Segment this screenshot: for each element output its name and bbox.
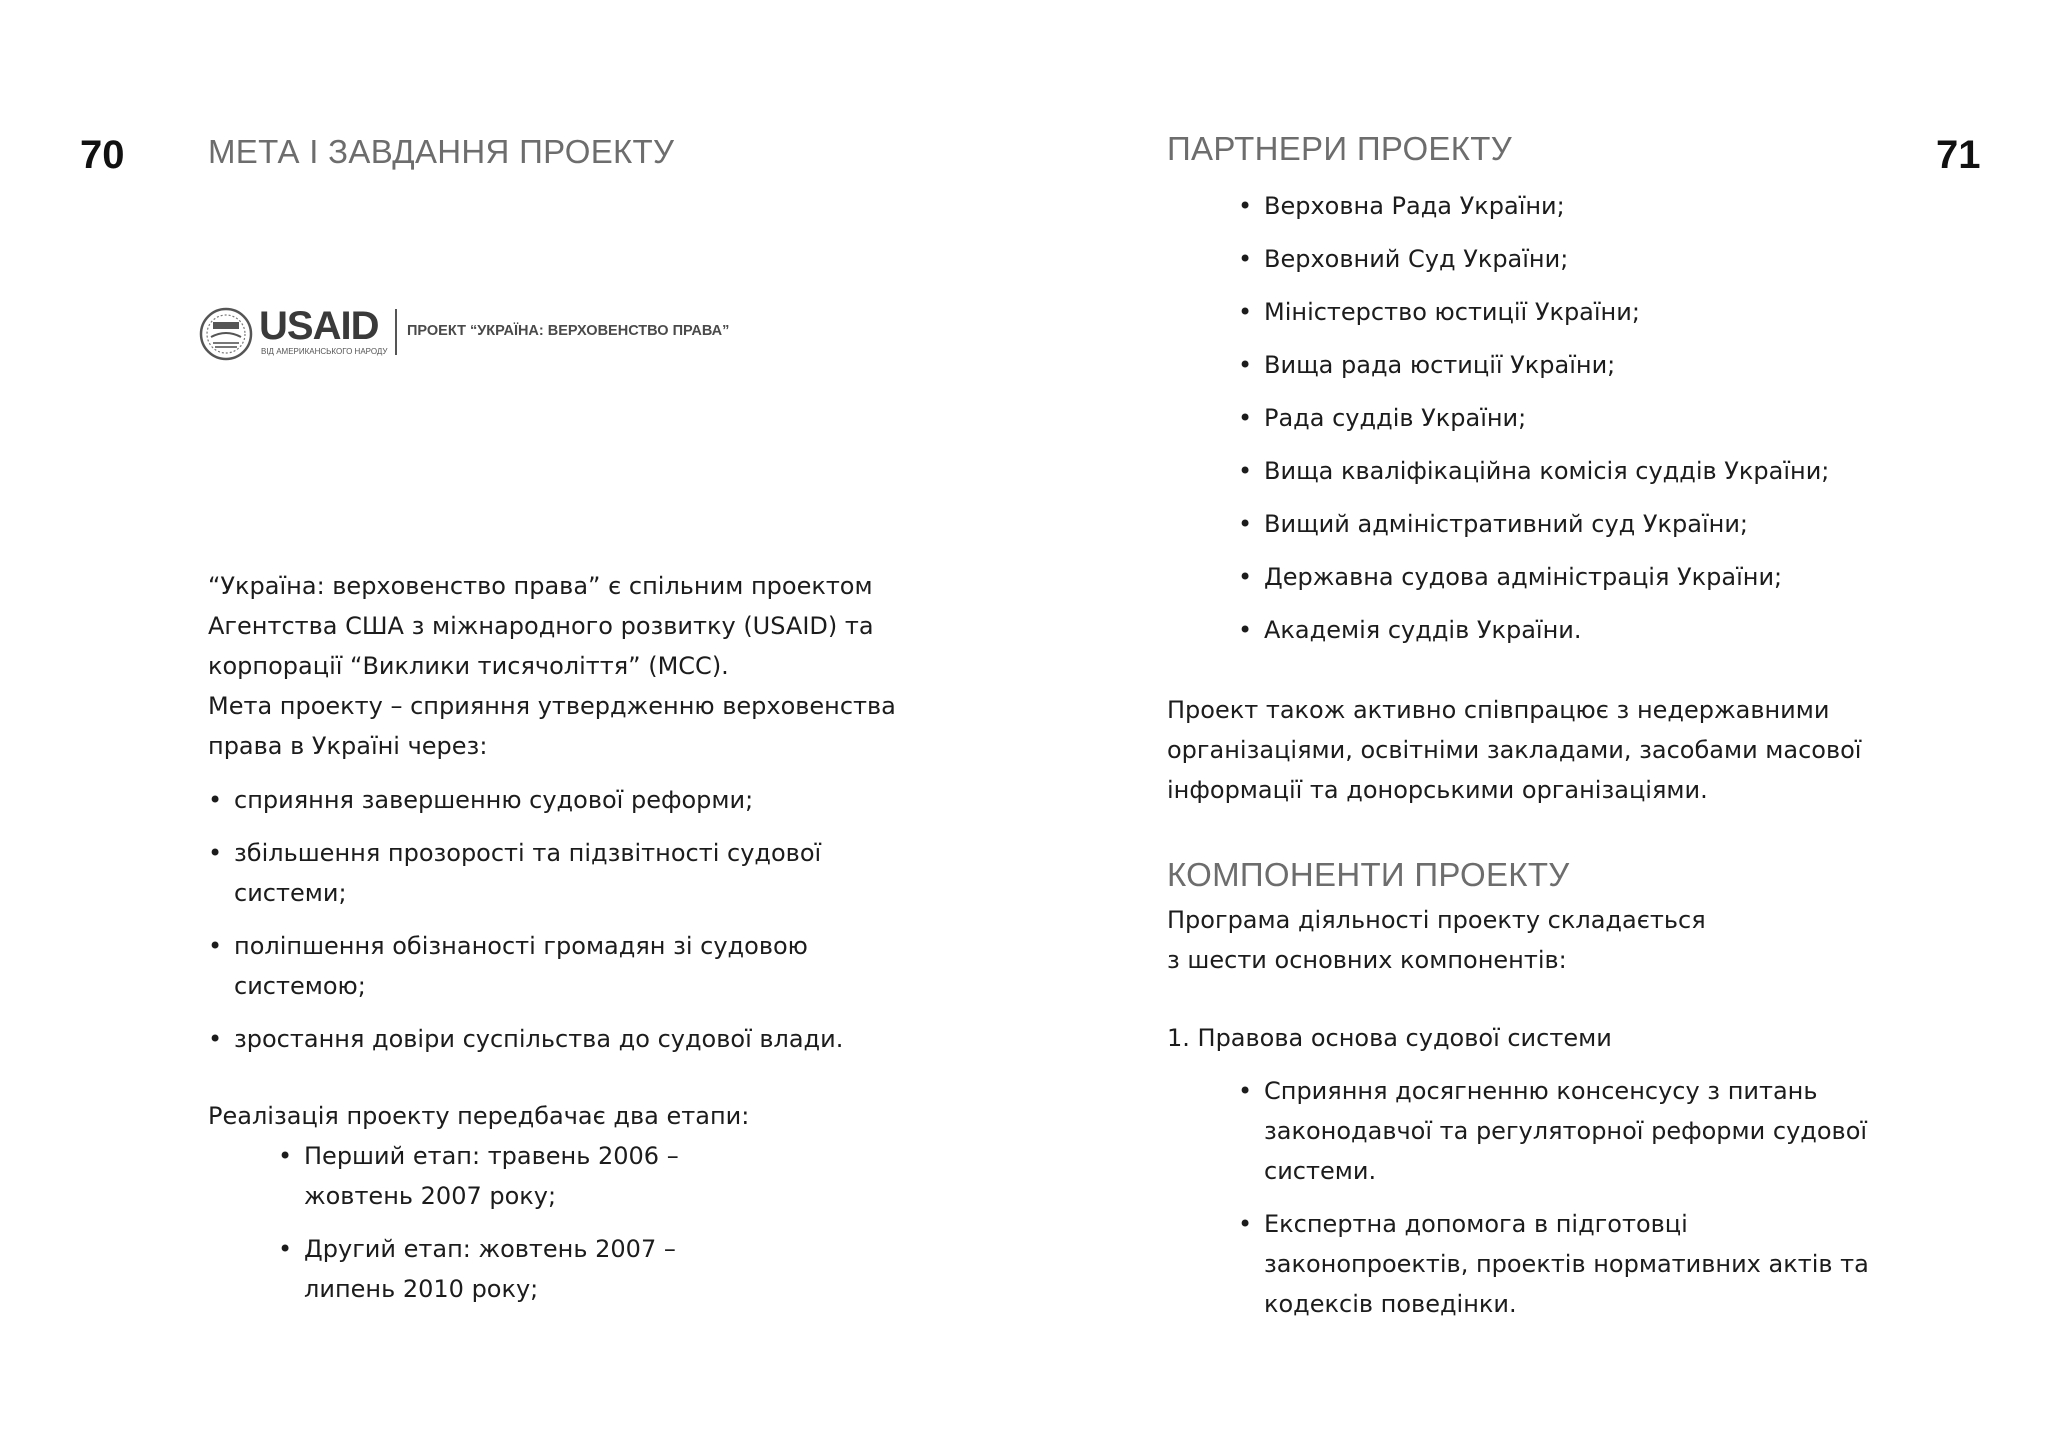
goal-line: збільшення прозорості та підзвітності судової (234, 839, 822, 867)
component-line: Сприяння досягненню консенсусу з питань (1264, 1077, 1818, 1105)
cooperation-line: Проект також активно співпрацює з недержавними (1167, 696, 1830, 724)
components-intro (1167, 900, 1706, 980)
partner-item (1238, 239, 1829, 279)
goals-list (208, 780, 843, 1059)
component-item (1238, 1204, 1869, 1324)
page-number-right: 71 (1936, 133, 1981, 177)
logo-project-name: ПРОЕКТ “УКРАЇНА: ВЕРХОВЕНСТВО ПРАВА” (407, 323, 730, 339)
bullet-icon: • (1238, 616, 1253, 644)
bullet-icon: • (1238, 192, 1253, 220)
component-line: системи. (1264, 1157, 1377, 1185)
bullet-icon: • (208, 839, 223, 867)
partner-name: Академія суддів України. (1264, 616, 1582, 644)
stages-list (278, 1136, 679, 1309)
partner-item (1238, 451, 1829, 491)
goals-heading: МЕТА І ЗАВДАННЯ ПРОЕКТУ (208, 133, 675, 170)
goal-line: системою; (234, 972, 366, 1000)
stages-intro: Реалізація проекту передбачає два етапи: (208, 1102, 750, 1130)
intro-line: Мета проекту – сприяння утвердженню верховенства (208, 692, 896, 720)
component-line: законодавчої та регуляторної реформи судової (1264, 1117, 1868, 1145)
usaid-wordmark: USAID (259, 304, 379, 348)
bullet-icon: • (1238, 510, 1253, 538)
stage-line: Перший етап: травень 2006 – (304, 1142, 679, 1170)
partner-name: Верховна Рада України; (1264, 192, 1565, 220)
cooperation-line: організаціями, освітніми закладами, засобами масової (1167, 736, 1862, 764)
stage-line: жовтень 2007 року; (304, 1182, 557, 1210)
partners-list (1238, 186, 1829, 650)
partners-heading: ПАРТНЕРИ ПРОЕКТУ (1167, 130, 1512, 167)
component-item (1238, 1071, 1869, 1191)
goal-line: сприяння завершенню судової реформи; (234, 786, 754, 814)
partner-name: Державна судова адміністрація України; (1264, 563, 1783, 591)
component-line: Експертна допомога в підготовці (1264, 1210, 1688, 1238)
component-line: кодексів поведінки. (1264, 1290, 1517, 1318)
partner-name: Міністерство юстиції України; (1264, 298, 1640, 326)
bullet-icon: • (1238, 457, 1253, 485)
intro-line: “Україна: верховенство права” є спільним проектом (208, 572, 873, 600)
bullet-icon: • (1238, 351, 1253, 379)
component-1-title: 1. Правова основа судової системи (1167, 1024, 1612, 1052)
goal-line: зростання довіри суспільства до судової влади. (234, 1025, 844, 1053)
components-intro-line: з шести основних компонентів: (1167, 946, 1567, 974)
intro-line: Агентства США з міжнародного розвитку (USAID) та (208, 612, 874, 640)
bullet-icon: • (208, 1025, 223, 1053)
bullet-icon: • (278, 1235, 293, 1263)
bullet-icon: • (1238, 1077, 1253, 1105)
bullet-icon: • (1238, 245, 1253, 273)
intro-line: корпорації “Виклики тисячоліття” (МСС). (208, 652, 729, 680)
stage-line: липень 2010 року; (304, 1275, 539, 1303)
partner-name: Верховний Суд України; (1264, 245, 1569, 273)
usaid-tagline: ВІД АМЕРИКАНСЬКОГО НАРОДУ (261, 347, 388, 356)
goal-item (208, 833, 843, 913)
bullet-icon: • (278, 1142, 293, 1170)
partner-item (1238, 398, 1829, 438)
bullet-icon: • (1238, 298, 1253, 326)
intro-line: права в Україні через: (208, 732, 488, 760)
partner-item (1238, 504, 1829, 544)
goal-item (208, 926, 843, 1006)
partner-item (1238, 186, 1829, 226)
stage-line: Другий етап: жовтень 2007 – (304, 1235, 676, 1263)
page-number-left: 70 (80, 133, 125, 177)
components-intro-line: Програма діяльності проекту складається (1167, 906, 1706, 934)
component-line: законопроектів, проектів нормативних актів та (1264, 1250, 1869, 1278)
cooperation-line: інформації та донорськими організаціями. (1167, 776, 1708, 804)
partner-item (1238, 610, 1829, 650)
components-heading: КОМПОНЕНТИ ПРОЕКТУ (1167, 856, 1570, 893)
goal-item (208, 780, 843, 820)
partner-name: Вища рада юстиції України; (1264, 351, 1616, 379)
partner-name: Рада суддів України; (1264, 404, 1527, 432)
partner-name: Вища кваліфікаційна комісія суддів України; (1264, 457, 1830, 485)
partner-item (1238, 557, 1829, 597)
intro-paragraph (208, 566, 896, 766)
goal-line: поліпшення обізнаності громадян зі судовою (234, 932, 808, 960)
bullet-icon: • (1238, 563, 1253, 591)
stage-item (278, 1229, 679, 1309)
bullet-icon: • (208, 786, 223, 814)
logo-divider (395, 309, 397, 355)
bullet-icon: • (208, 932, 223, 960)
goal-line: системи; (234, 879, 347, 907)
partner-name: Вищий адміністративний суд України; (1264, 510, 1749, 538)
partner-item (1238, 292, 1829, 332)
bullet-icon: • (1238, 404, 1253, 432)
component-1-list (1238, 1071, 1869, 1324)
cooperation-paragraph (1167, 690, 1861, 810)
bullet-icon: • (1238, 1210, 1253, 1238)
usaid-seal-icon (199, 307, 253, 361)
partner-item (1238, 345, 1829, 385)
stage-item (278, 1136, 679, 1216)
goal-item (208, 1019, 843, 1059)
usaid-logo (199, 303, 769, 363)
